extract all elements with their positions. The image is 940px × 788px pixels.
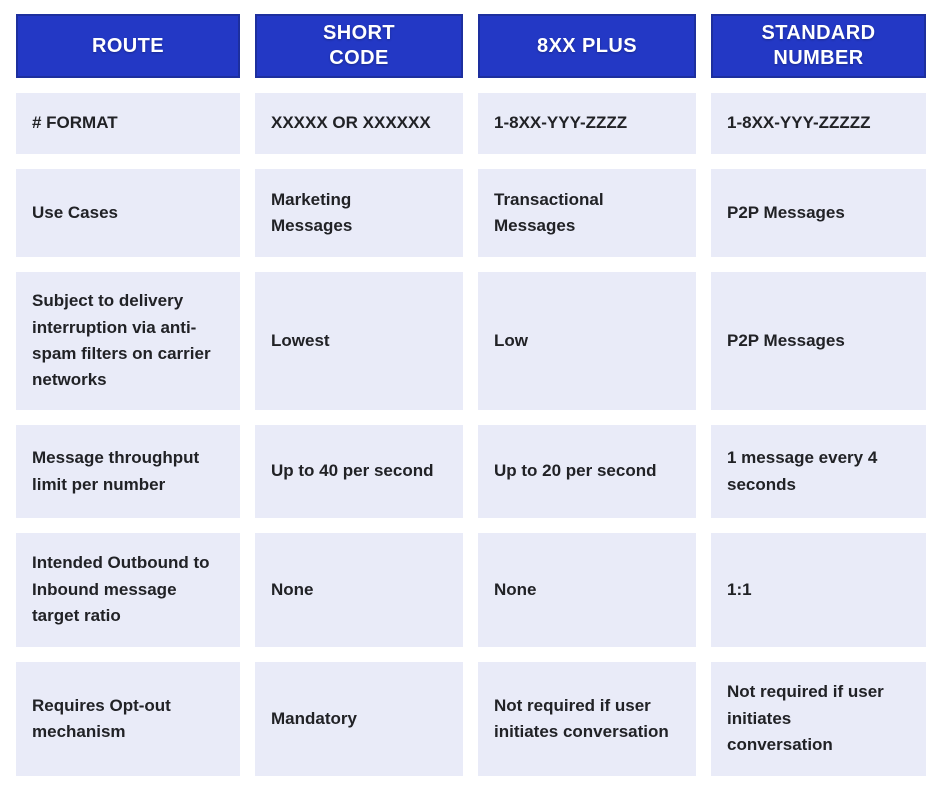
table-cell-r2-c3: Transactional Messages — [478, 169, 696, 257]
header-cell-route — [16, 14, 240, 78]
table-cell-r6-c3: Not required if user initiates conversation — [478, 662, 696, 776]
table-cell-r4-c3: Up to 20 per second — [478, 425, 696, 518]
table-cell-r4-c2: Up to 40 per second — [255, 425, 463, 518]
header-label-line: 8XX PLUS — [537, 34, 637, 57]
table-cell-r2-c4: P2P Messages — [711, 169, 926, 257]
table-cell-r6-c4: Not required if user initiates conversation — [711, 662, 926, 776]
table-cell-r6-c1: Requires Opt-out mechanism — [16, 662, 240, 776]
table-cell-r5-c1: Intended Outbound to Inbound message target ratio — [16, 533, 240, 647]
table-cell-r1-c4: 1-8XX-YYY-ZZZZZ — [711, 93, 926, 154]
table-cell-r6-c2: Mandatory — [255, 662, 463, 776]
header-label-line: STANDARD — [761, 22, 876, 44]
header-label-line: SHORT — [323, 22, 395, 44]
table-cell-r5-c2: None — [255, 533, 463, 647]
table-cell-r2-c1: Use Cases — [16, 169, 240, 257]
table-cell-r1-c3: 1-8XX-YYY-ZZZZ — [478, 93, 696, 154]
header-label-line: NUMBER — [773, 47, 864, 69]
table-cell-r1-c1: # FORMAT — [16, 93, 240, 154]
header-cell-8xx-plus — [478, 14, 696, 78]
table-cell-r3-c1: Subject to delivery interruption via anti-spam filters on carrier networks — [16, 272, 240, 410]
table-cell-r4-c4: 1 message every 4 seconds — [711, 425, 926, 518]
table-cell-r3-c2: Lowest — [255, 272, 463, 410]
table-cell-r5-c4: 1:1 — [711, 533, 926, 647]
table-cell-r5-c3: None — [478, 533, 696, 647]
table-cell-r3-c4: P2P Messages — [711, 272, 926, 410]
header-label-line: CODE — [329, 47, 389, 69]
header-cell-short-code — [255, 14, 463, 78]
header-cell-standard-number — [711, 14, 926, 78]
table-cell-r4-c1: Message throughput limit per number — [16, 425, 240, 518]
table-cell-r2-c2: Marketing Messages — [255, 169, 463, 257]
header-label-line: ROUTE — [92, 34, 164, 57]
table-cell-r1-c2: XXXXX OR XXXXXX — [255, 93, 463, 154]
table-cell-r3-c3: Low — [478, 272, 696, 410]
